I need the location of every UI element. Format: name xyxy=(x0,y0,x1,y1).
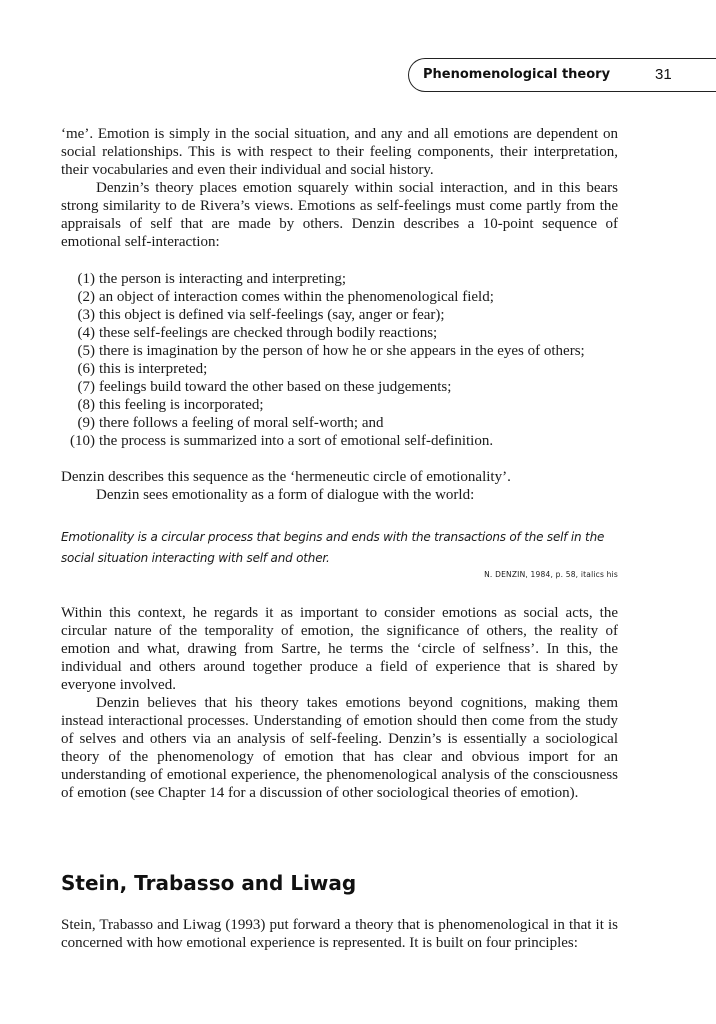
paragraph: Stein, Trabasso and Liwag (1993) put forward a theory that is phenomenological in that it is concerned with how emotional experience is represented. It is built on four principles: xyxy=(61,917,618,951)
list-item-number: (10) xyxy=(70,433,95,449)
list-item-number: (5) xyxy=(77,343,95,359)
running-header-title: Phenomenological theory xyxy=(423,67,611,82)
block-quote: Emotionality is a circular process that begins and ends with the transactions of the self in the social situation interacting with self and other. xyxy=(61,530,605,565)
numbered-sequence-list xyxy=(61,270,621,450)
list-item-text: there follows a feeling of moral self-worth; and xyxy=(99,415,384,431)
list-item-number: (2) xyxy=(77,289,95,305)
list-item xyxy=(61,378,621,396)
list-item-text: feelings build toward the other based on these judgements; xyxy=(99,379,452,395)
list-item xyxy=(61,342,621,360)
page-number: 31 xyxy=(655,66,672,83)
list-item-text: this object is defined via self-feelings (say, anger or fear); xyxy=(99,307,445,323)
quote-citation: N. DENZIN, 1984, p. 58, italics his xyxy=(484,570,618,579)
list-item-number: (8) xyxy=(77,397,95,413)
list-item xyxy=(61,432,621,450)
list-item-text: these self-feelings are checked through bodily reactions; xyxy=(99,325,438,341)
list-item-number: (9) xyxy=(77,415,95,431)
list-item-text: this is interpreted; xyxy=(99,361,208,377)
list-item-text: this feeling is incorporated; xyxy=(99,397,264,413)
list-item-number: (4) xyxy=(77,325,95,341)
paragraph: Denzin believes that his theory takes emotions beyond cognitions, making them instead interactional processes. Understanding of emotion should then come from the study of selves and others via an analysis of self-feeling. Denzin’s is essentially a sociological theory of the phenomenology of emotion that has clear and obvious import for an understanding of emotional experience, the phenomenological analysis of the consciousness of emotion (see Chapter 14 for a discussion of other sociological theories of emotion). xyxy=(61,695,618,801)
section-heading: Stein, Trabasso and Liwag xyxy=(61,871,357,895)
paragraph: Denzin describes this sequence as the ‘hermeneutic circle of emotionality’. xyxy=(61,469,511,485)
paragraph: Denzin’s theory places emotion squarely within social interaction, and in this bears strong similarity to de Rivera’s views. Emotions as self-feelings must come partly from the appraisals of self that are made by others. Denzin describes a 10-point sequence of emotional self-interaction: xyxy=(61,180,618,250)
list-item-text: the person is interacting and interpreting; xyxy=(99,271,347,287)
list-item-number: (7) xyxy=(77,379,95,395)
list-item-text: there is imagination by the person of how he or she appears in the eyes of others; xyxy=(99,343,585,359)
paragraph: ‘me’. Emotion is simply in the social situation, and any and all emotions are dependent on social relationships. This is with respect to their feeling components, their interpretation, their vocabularies and even their individual and social history. xyxy=(61,126,618,178)
list-item-number: (1) xyxy=(77,271,95,287)
list-item xyxy=(61,288,621,306)
list-item-number: (6) xyxy=(77,361,95,377)
list-item xyxy=(61,396,621,414)
list-item xyxy=(61,324,621,342)
list-item xyxy=(61,414,621,432)
list-item xyxy=(61,270,621,288)
list-item-text: an object of interaction comes within the phenomenological field; xyxy=(99,289,494,305)
paragraph: Denzin sees emotionality as a form of dialogue with the world: xyxy=(96,487,475,503)
list-item-text: the process is summarized into a sort of emotional self-definition. xyxy=(99,433,494,449)
paragraph: Within this context, he regards it as important to consider emotions as social acts, the circular nature of the temporality of emotion, the significance of others, the reality of emotion and what, drawing from Sartre, he terms the ‘circle of selfness’. In this, the individual and others around together produce a field of experience that is shared by everyone involved. xyxy=(61,605,618,693)
list-item xyxy=(61,360,621,378)
list-item-number: (3) xyxy=(77,307,95,323)
list-item xyxy=(61,306,621,324)
